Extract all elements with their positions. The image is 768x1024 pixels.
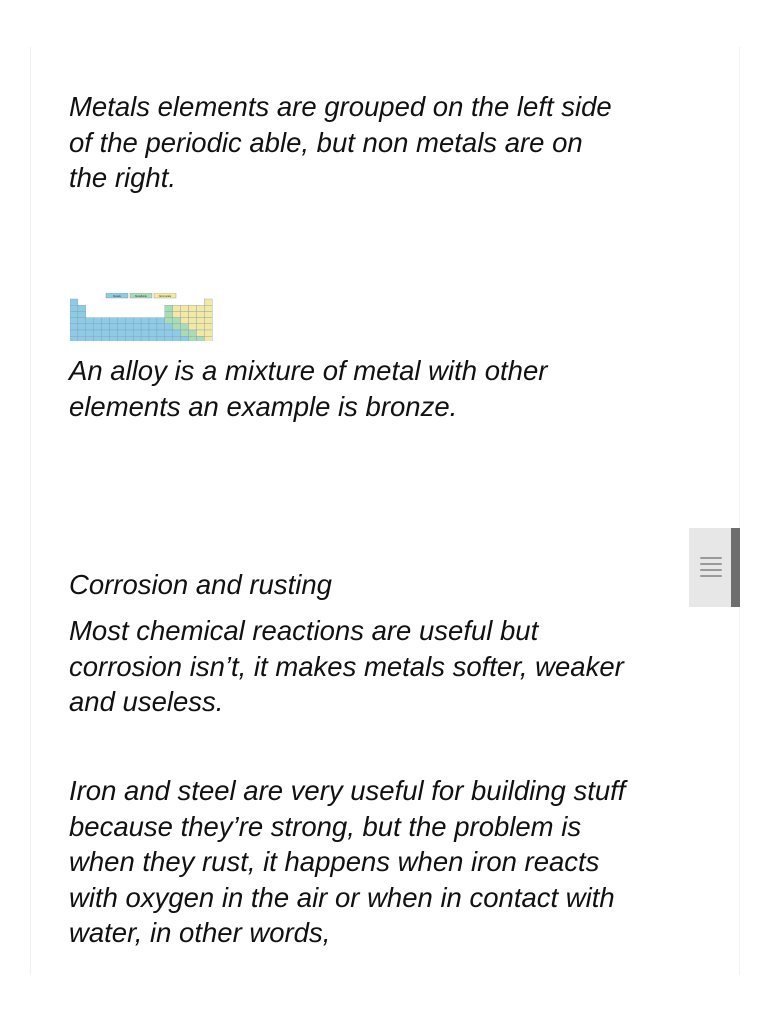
periodic-table-cell (86, 330, 94, 336)
periodic-table-cell (173, 336, 181, 341)
periodic-table-cell (133, 318, 141, 324)
periodic-table-cell (70, 336, 78, 341)
periodic-table-cell (110, 324, 118, 330)
periodic-table-cell (157, 336, 165, 341)
periodic-table-cell (70, 305, 78, 311)
periodic-table-cell (173, 311, 181, 317)
periodic-table-cell (125, 324, 133, 330)
periodic-table-cell (70, 330, 78, 336)
periodic-table-cell (189, 336, 197, 341)
paragraph-alloy: An alloy is a mixture of metal with other elements an example is bronze. (69, 355, 548, 422)
periodic-table-cell (196, 311, 204, 317)
periodic-table-cell (110, 318, 118, 324)
periodic-table-cell (149, 318, 157, 324)
periodic-table-cell (165, 305, 173, 311)
periodic-table-cell (125, 330, 133, 336)
legend-nonmetals: Nonmetals (158, 294, 172, 298)
periodic-table-cell (86, 324, 94, 330)
periodic-table-cell (173, 330, 181, 336)
periodic-table-cell (204, 318, 212, 324)
periodic-table-cell (165, 324, 173, 330)
paragraph-iron-steel: Iron and steel are very useful for building stuff because they’re strong, but the problem is when they rust, it happens when iron reacts with oxygen in the air or when in contact with water, in other words, (69, 775, 626, 948)
periodic-table-cell (94, 330, 102, 336)
periodic-table-cell (196, 305, 204, 311)
periodic-table-image (70, 293, 222, 341)
paragraph-metals-nonmetals: Metals elements are grouped on the left side of the periodic able, but non metals are on the right. (69, 91, 612, 193)
periodic-table-cell (94, 318, 102, 324)
periodic-table-cell (204, 330, 212, 336)
periodic-table-cell (196, 330, 204, 336)
periodic-table-cell (78, 336, 86, 341)
periodic-table-cell (165, 330, 173, 336)
periodic-table-cell (181, 305, 189, 311)
periodic-table-cell (181, 318, 189, 324)
periodic-table-cell (189, 305, 197, 311)
legend-metalloids: Metalloids (135, 294, 147, 298)
periodic-table-cell (117, 336, 125, 341)
periodic-table-cell (70, 311, 78, 317)
periodic-table-cell (133, 324, 141, 330)
periodic-table-cell (204, 299, 212, 305)
periodic-table-cell (157, 330, 165, 336)
periodic-table-cell (70, 318, 78, 324)
periodic-table-cell (102, 324, 110, 330)
periodic-table-cell (181, 330, 189, 336)
periodic-table-cell (173, 318, 181, 324)
periodic-table-cell (204, 336, 212, 341)
periodic-table-cell (94, 324, 102, 330)
periodic-table-cell (141, 330, 149, 336)
periodic-table-cell (141, 324, 149, 330)
periodic-table-cell (78, 318, 86, 324)
periodic-table-cell (110, 330, 118, 336)
periodic-table-cell (149, 330, 157, 336)
periodic-table-cell (196, 336, 204, 341)
periodic-table-cell (189, 324, 197, 330)
periodic-table-cell (204, 311, 212, 317)
periodic-table-cell (189, 318, 197, 324)
periodic-table-cell (125, 318, 133, 324)
periodic-table-cell (157, 318, 165, 324)
periodic-table-cell (165, 318, 173, 324)
document-page (30, 47, 740, 975)
periodic-table-cell (78, 311, 86, 317)
periodic-table-cell (196, 318, 204, 324)
periodic-table-cell (189, 311, 197, 317)
periodic-table-cell (78, 324, 86, 330)
periodic-table-cell (125, 336, 133, 341)
periodic-table-cell (157, 324, 165, 330)
periodic-table-cell (173, 324, 181, 330)
periodic-table-cell (117, 324, 125, 330)
periodic-table-cell (173, 305, 181, 311)
periodic-table-cell (181, 324, 189, 330)
periodic-table-cell (196, 324, 204, 330)
periodic-table-cell (141, 318, 149, 324)
periodic-table-cell (78, 305, 86, 311)
scroll-handle[interactable] (689, 528, 740, 607)
legend-metals: Metals (113, 294, 121, 298)
periodic-table-cell (78, 330, 86, 336)
periodic-table-cell (149, 336, 157, 341)
periodic-table-cell (94, 336, 102, 341)
periodic-table-cell (102, 336, 110, 341)
periodic-table-cell (133, 336, 141, 341)
periodic-table-cell (204, 324, 212, 330)
periodic-table-cell (204, 305, 212, 311)
periodic-table-cell (86, 336, 94, 341)
periodic-table-cell (102, 330, 110, 336)
paragraph-corrosion: Most chemical reactions are useful but corrosion isn’t, it makes metals softer, weaker and useless. (69, 615, 624, 717)
periodic-table-cell (117, 330, 125, 336)
periodic-table-cell (86, 318, 94, 324)
periodic-table-cell (181, 311, 189, 317)
section-heading-corrosion: Corrosion and rusting (69, 569, 332, 600)
periodic-table-cell (165, 336, 173, 341)
periodic-table-cell (70, 299, 78, 305)
periodic-table-cell (165, 311, 173, 317)
periodic-table-cell (110, 336, 118, 341)
periodic-table-cell (70, 324, 78, 330)
periodic-table-cell (181, 336, 189, 341)
periodic-table-cell (189, 330, 197, 336)
periodic-table-cell (141, 336, 149, 341)
periodic-table-cell (117, 318, 125, 324)
periodic-table-cell (149, 324, 157, 330)
periodic-table-cell (102, 318, 110, 324)
grip-lines-icon (700, 557, 722, 577)
periodic-table-cell (133, 330, 141, 336)
